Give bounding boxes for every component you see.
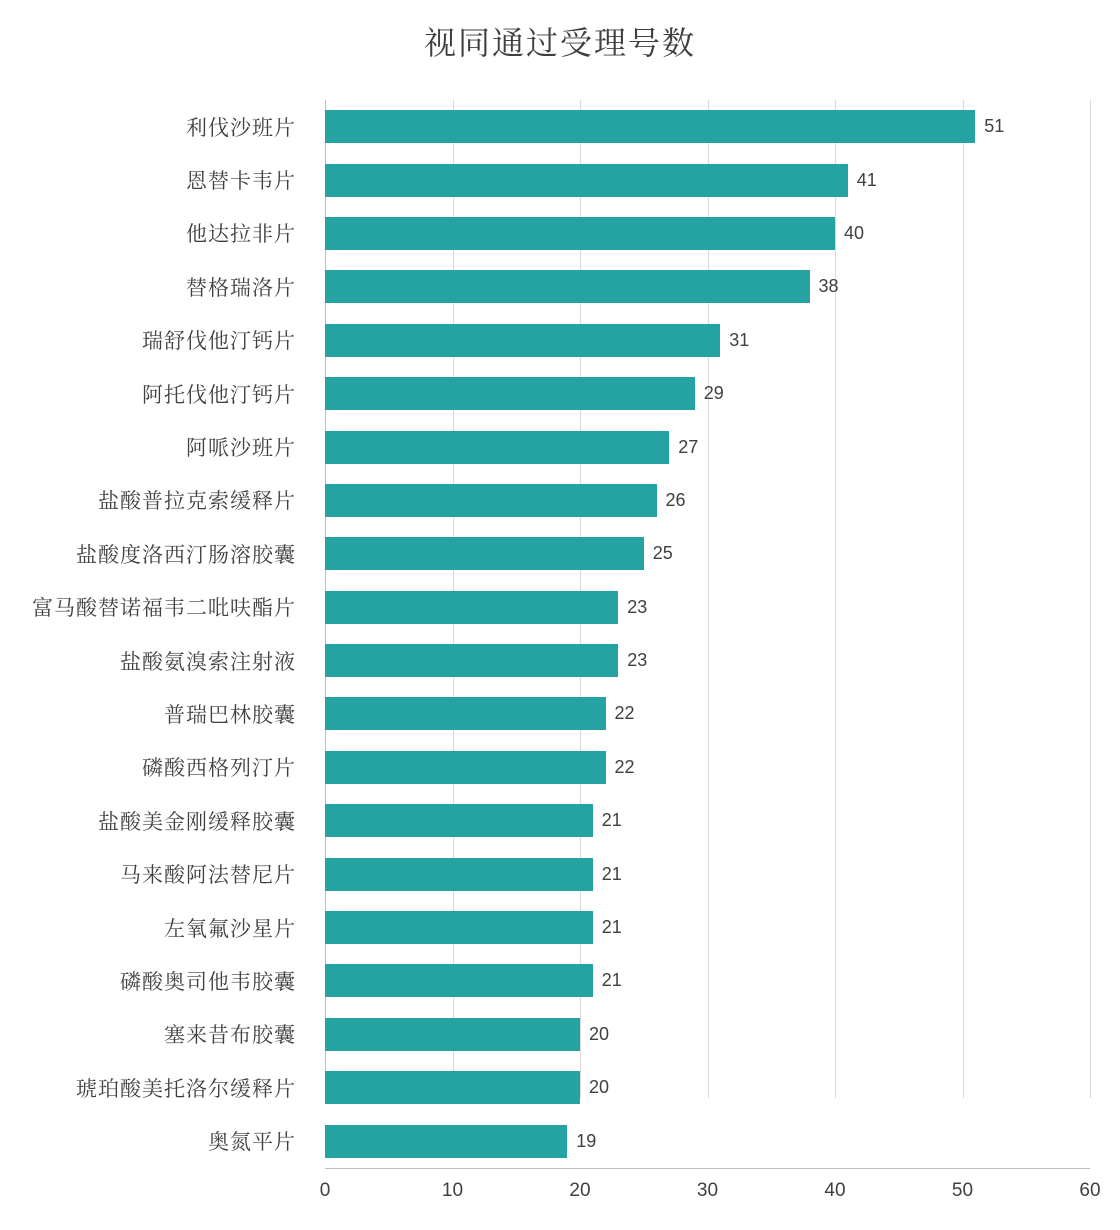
value-axis-tick-label: 20 [569, 1180, 591, 1201]
bar[interactable] [325, 1018, 580, 1051]
bar-value-label: 23 [627, 596, 648, 617]
bar-value-label: 23 [627, 650, 648, 671]
bar[interactable] [325, 1125, 567, 1158]
bar-row[interactable] [325, 1114, 1090, 1167]
bar-row[interactable] [325, 153, 1090, 206]
value-axis-tick-label: 10 [441, 1180, 464, 1201]
value-axis-tick-label: 0 [319, 1180, 331, 1201]
bar[interactable] [325, 270, 810, 303]
category-label-row [0, 794, 310, 847]
bar-row[interactable] [325, 954, 1090, 1007]
category-label: 磷酸奥司他韦胶囊 [120, 969, 296, 994]
category-label: 利伐沙班片 [186, 115, 296, 140]
category-label: 琥珀酸美托洛尔缓释片 [76, 1076, 296, 1101]
category-label-row [0, 153, 310, 206]
value-axis-ticks [319, 1180, 1101, 1210]
category-label-row [0, 367, 310, 420]
bar-value-label: 22 [614, 756, 635, 777]
bar-value-label: 20 [589, 1023, 610, 1044]
category-label: 磷酸西格列汀片 [142, 756, 296, 781]
category-label-row [0, 1114, 310, 1167]
category-label-row [0, 687, 310, 740]
category-label-row [0, 634, 310, 687]
category-label-row [0, 581, 310, 634]
bar-row[interactable] [325, 260, 1090, 313]
category-label-row [0, 207, 310, 260]
bar-value-label: 20 [589, 1077, 610, 1098]
category-label-row [0, 954, 310, 1007]
category-label: 瑞舒伐他汀钙片 [142, 329, 296, 354]
bar[interactable] [325, 644, 618, 677]
bar[interactable] [325, 1071, 580, 1104]
bar[interactable] [325, 377, 695, 410]
bar-row[interactable] [325, 581, 1090, 634]
bar-row[interactable] [325, 901, 1090, 954]
category-label: 恩替卡韦片 [186, 169, 296, 194]
bar-row[interactable] [325, 1008, 1090, 1061]
bar-value-label: 29 [703, 383, 724, 404]
bar[interactable] [325, 591, 618, 624]
bar-row[interactable] [325, 1061, 1090, 1114]
bar-row[interactable] [325, 527, 1090, 580]
category-label: 奥氮平片 [208, 1130, 296, 1155]
category-label-row [0, 260, 310, 313]
bar-series [325, 100, 1090, 1168]
category-label-row [0, 527, 310, 580]
bar-value-label: 21 [601, 810, 622, 831]
bar[interactable] [325, 324, 720, 357]
bar[interactable] [325, 858, 593, 891]
category-label-row [0, 314, 310, 367]
bar-row[interactable] [325, 367, 1090, 420]
bar-row[interactable] [325, 100, 1090, 153]
category-label: 阿哌沙班片 [186, 436, 296, 461]
category-label: 马来酸阿法替尼片 [120, 863, 296, 888]
bar[interactable] [325, 911, 593, 944]
category-label-row [0, 474, 310, 527]
chart-title: 视同通过受理号数 [423, 25, 696, 61]
category-label-row [0, 901, 310, 954]
bar-value-label: 26 [665, 489, 686, 510]
category-label: 左氧氟沙星片 [164, 916, 296, 941]
bar-value-label: 51 [984, 116, 1005, 137]
category-label: 替格瑞洛片 [186, 275, 296, 300]
bar-row[interactable] [325, 314, 1090, 367]
bar-value-label: 41 [856, 169, 877, 190]
bar-value-label: 21 [601, 863, 622, 884]
value-axis-tick-label: 40 [824, 1180, 846, 1201]
category-label: 盐酸美金刚缓释胶囊 [98, 809, 296, 834]
category-label-row [0, 741, 310, 794]
category-label-row [0, 1061, 310, 1114]
bar-row[interactable] [325, 794, 1090, 847]
bar-value-label: 27 [678, 436, 699, 457]
bar-row[interactable] [325, 420, 1090, 473]
bar[interactable] [325, 110, 975, 143]
bar[interactable] [325, 431, 669, 464]
category-label: 普瑞巴林胶囊 [164, 702, 296, 727]
bar[interactable] [325, 964, 593, 997]
value-axis-tick-label: 50 [951, 1180, 974, 1201]
bar-value-label: 38 [818, 276, 839, 297]
bar[interactable] [325, 217, 835, 250]
bar-value-label: 25 [652, 543, 673, 564]
bar[interactable] [325, 751, 606, 784]
bar-row[interactable] [325, 741, 1090, 794]
category-axis-labels [0, 100, 310, 1168]
bar[interactable] [325, 537, 644, 570]
bar-value-label: 31 [729, 329, 750, 350]
category-label: 塞来昔布胶囊 [164, 1023, 296, 1048]
bar-value-label: 22 [614, 703, 635, 724]
bar-row[interactable] [325, 634, 1090, 687]
value-axis-tick-label: 30 [696, 1180, 719, 1201]
gridline [1090, 100, 1091, 1098]
bar-value-label: 21 [601, 917, 622, 938]
plot-area [325, 100, 1090, 1170]
category-label: 阿托伐他汀钙片 [142, 382, 296, 407]
category-label-row [0, 420, 310, 473]
bar[interactable] [325, 164, 848, 197]
bar-value-label: 40 [844, 222, 865, 243]
category-label: 盐酸普拉克索缓释片 [98, 489, 296, 514]
bar[interactable] [325, 697, 606, 730]
category-label-row [0, 100, 310, 153]
bar-value-label: 21 [601, 970, 622, 991]
value-axis-tick-label: 60 [1079, 1180, 1101, 1201]
category-label: 富马酸替诺福韦二吡呋酯片 [32, 596, 296, 621]
category-label: 盐酸氨溴索注射液 [120, 649, 296, 674]
bar-row[interactable] [325, 207, 1090, 260]
bar-row[interactable] [325, 847, 1090, 900]
category-label: 他达拉非片 [186, 222, 296, 247]
bar[interactable] [325, 804, 593, 837]
bar-row[interactable] [325, 687, 1090, 740]
category-axis-line [325, 1168, 1090, 1169]
category-label-row [0, 1008, 310, 1061]
bar-value-label: 19 [576, 1130, 597, 1151]
bar[interactable] [325, 484, 657, 517]
bar-row[interactable] [325, 474, 1090, 527]
category-label-row [0, 847, 310, 900]
category-label: 盐酸度洛西汀肠溶胶囊 [76, 542, 296, 567]
